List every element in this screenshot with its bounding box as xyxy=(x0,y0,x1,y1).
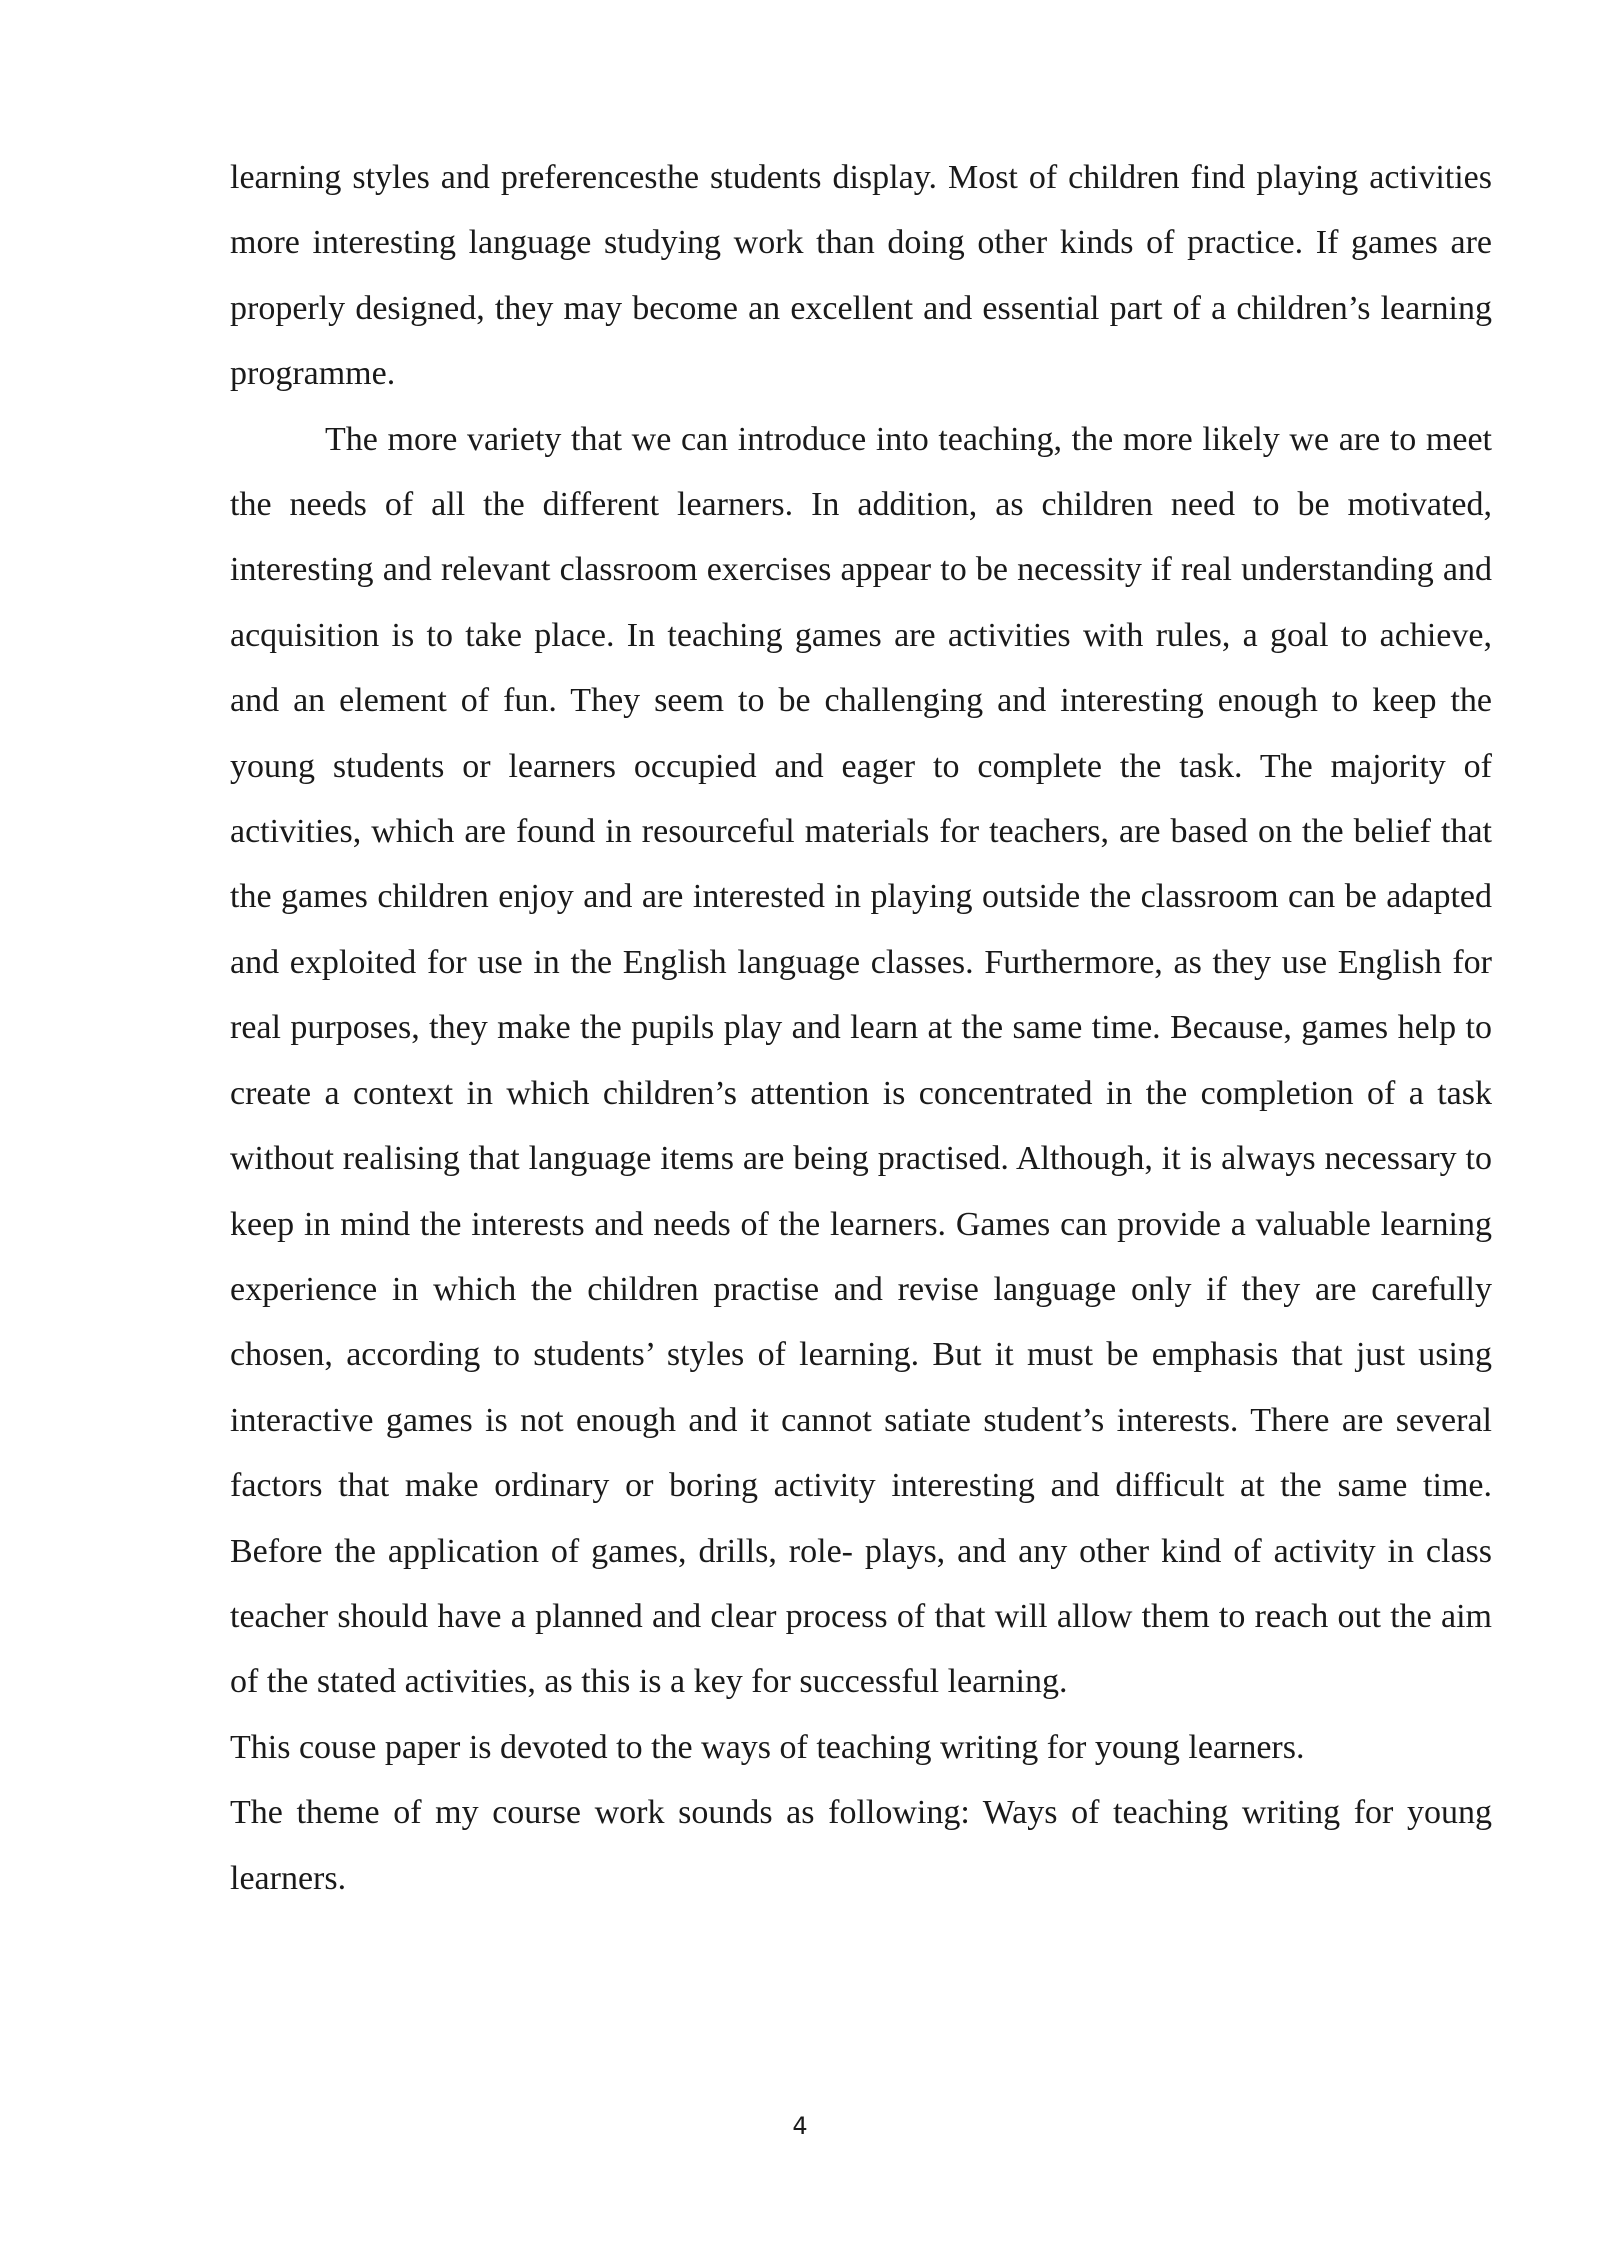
paragraph-variety: The more variety that we can introduce into teaching, the more likely we are to meet the needs of all the different learners. In addition, as children need to be motivated, interesting and relevant classroom exercises appear to be necessity if real understanding and acquisition is to take place. In teaching games are activities with rules, a goal to achieve, and an element of fun. They seem to be challenging and interesting enough to keep the young students or learners occupied and eager to complete the task. The majority of activities, which are found in resourceful materials for teachers, are based on the belief that the games children enjoy and are interested in playing outside the classroom can be adapted and exploited for use in the English language classes. Furthermore, as they use English for real purposes, they make the pupils play and learn at the same time. Because, games help to create a context in which children’s attention is concentrated in the completion of a task without realising that language items are being practised. Although, it is always necessary to keep in mind the interests and needs of the learners. Games can provide a valuable learning experience in which the children practise and revise language only if they are carefully chosen, according to students’ styles of learning. But it must be emphasis that just using interactive games is not enough and it cannot satiate student’s interests. There are several factors that make ordinary or boring activity interesting and difficult at the same time. Before the application of games, drills, role- plays, and any other kind of activity in class teacher should have a planned and clear process of that will allow them to reach out the aim of the stated activities, as this is a key for successful learning. xyxy=(230,420,1492,1701)
paragraph-continuation: learning styles and preferencesthe students display. Most of children find playing activities more interesting language studying work than doing other kinds of practice. If games are properly designed, they may become an excellent and essential part of a children’s learning programme. xyxy=(230,159,1492,393)
paragraph-paper-topic: This couse paper is devoted to the ways of teaching writing for young learners. xyxy=(230,1728,1305,1766)
body-text xyxy=(230,145,1492,1911)
page-number: 4 xyxy=(792,2112,808,2140)
paragraph-course-theme: The theme of my course work sounds as following: Ways of teaching writing for young learners. xyxy=(230,1794,1492,1897)
